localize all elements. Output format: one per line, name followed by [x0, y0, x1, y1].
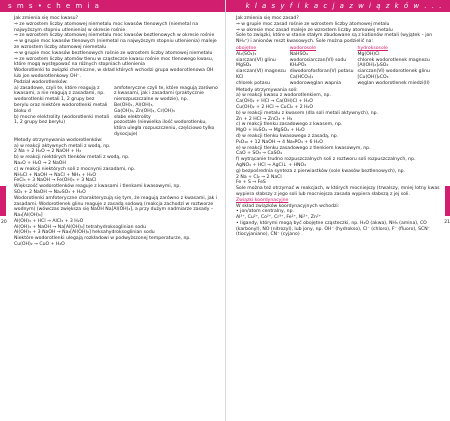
right-page [225, 0, 450, 421]
equation: Ca(OH)₂ + HCl → Ca(OH)Cl + H₂O [236, 99, 313, 105]
salts-definition: Sole to związki, które w stanie stałym zbudowane są z kationów metali (wyjątek – jon NH₄⁺) i anionów reszt kwasowych. Sole można podzielić na: [236, 33, 433, 45]
table-cell: Al₂(SO₄)₃ siarczan(VI) glinu [236, 51, 276, 63]
equation: AgNO₃ + HCl → AgCl↓ + HNO₃ [236, 162, 306, 168]
text-line: ⇒ w grupie moc kwasów beztlenowych rośnie ze wzrostem liczby atomowej niemetalu [14, 50, 213, 56]
right-header-band: k l a s y f i k a c j a z w i ą z k ó w . . . [226, 0, 450, 12]
text-line: d) w reakcji tlenku kwasowego z zasadą, np. [236, 133, 339, 139]
right-page-content [236, 16, 444, 238]
table-cell: KH₂PO₄ diwodorofosforan(V) potasu [289, 63, 354, 75]
classification-weak: słabe elektrolity [114, 114, 151, 120]
heading-acid-strength: Jak zmienia się moc kwasu? [14, 16, 78, 21]
text-line: Niektóre wodorotlenki ulegają rozkładowi w podwyższonej temperaturze, np. [14, 236, 191, 242]
table-cell: NaHSO₄ wodorosiarczan(VI) sodu [289, 51, 347, 63]
table-cell: MgSO₄ siarczan(VI) magnezu [236, 63, 286, 75]
text-line: W skład związków koordynacyjnych wchodzi: [236, 203, 340, 209]
text-line: f) wytrącanie trudno rozpuszczalnych soli z roztworu soli rozpuszczalnych, np. [236, 157, 416, 163]
text-line: a) w reakcji kwasu z wodorotlenkiem, np. [236, 93, 331, 99]
hydroxides-definition: Wodorotlenki to związki chemiczne, w skład których wchodzi grupa wodorotlenowa OH lub jon wodorotlenkowy OH⁻. [14, 68, 214, 79]
classification-other: pozostałe (niewielka ilość wodorotlenku, która uległa rozpuszczeniu, częściowo tylko dysocjuje) [114, 120, 215, 137]
classification-left-column [14, 86, 110, 138]
salts-table [236, 46, 434, 87]
text-line: a) w reakcji aktywnych metali z wodą, np. [14, 143, 111, 149]
equation: Al³⁺, Cu²⁺, Co²⁺, Cr³⁺, Fe²⁺, Ni²⁺, Zn²⁺ [236, 215, 322, 221]
header-neutral: obojętne [236, 45, 257, 51]
bullet-ligands: • ligandy, którymi mogą być obojętne cząsteczki, np. H₂O (akwa), NH₃ (amina), CO (karbonyl), NO (nitrozyl), lub jony, np. OH⁻ (hydrokso), Cl⁻ (chloro), F⁻ (fluoro), SCN⁻ (tiocyjaniano), CN⁻ (cyjano) [236, 220, 431, 238]
equation: CaO + SO₃ → CaSO₄ [236, 151, 282, 157]
table-cell: [Al(OH)₂]₂SO₄ siarczan(VI) wodorotlenek glinu [357, 63, 430, 75]
equation: 2 Na + 2 H₂O → 2 NaOH + H₂ [14, 149, 82, 155]
header-hydroxy-salts: hydroksosole [357, 45, 388, 51]
text-line: ⇒ w okresie moc zasad maleje ze wzrostem liczby atomowej metalu [236, 27, 393, 33]
classification-right-column [114, 86, 219, 138]
right-page-tab [445, 186, 450, 216]
text-line: b) w reakcji metalu z kwasem (dla soli metali aktywnych), np. [236, 110, 379, 116]
left-page-number: 20 [1, 220, 7, 225]
left-page-tab [0, 186, 6, 216]
text-line: ⇒ ze wzrostem liczby atomowej niemetalu moc kwasów tlenowych (niemetal na najwyższym stopniu utlenienia) w okresie rośnie [14, 21, 199, 33]
classification-strong: b) mocne elektrolity (wodorotlenki metali 1, 2 grupy bez berylu) [14, 114, 110, 126]
text-line: Metody otrzymywania wodorotlenków: [14, 137, 103, 143]
text-line: g) bezpośrednia synteza z pierwiastków (sole kwasów beztlenowych), np. [236, 168, 406, 174]
right-page-number: 21 [444, 220, 450, 225]
text-line: ⇒ ze wzrostem liczby atomowej niemetalu moc kwasów beztlenowych w okresie rośnie [14, 33, 215, 39]
formula-line: Be(OH)₂, Al(OH)₃, [114, 102, 154, 108]
amphoteric-paragraph: Wodorotlenki amfoteryczne charakteryzują się tym, że reagują zarówno z kwasami, jak i zasadami. Wodorotlenek glinu reaguje z zasadą sodową (reakcja zachodzi w roztworze wodnym) (wówczas zwiększa się NaOH Na[Al(OH)₄], a przy dużym nadmiarze zasady – Na₃[Al(OH)₆] [14, 195, 218, 219]
equation: 2 Na + Cl₂ → 2 NaCl [236, 174, 282, 180]
equation: Cu(OH)₂ + 2 HCl → CuCl₂ + 2 H₂O [236, 104, 313, 110]
text-line: Podział wodorotlenków: [14, 79, 68, 85]
equation: Al(OH)₃ + NaOH → Na[Al(OH)₄] tetrahydroksoglinian sodu [14, 224, 147, 230]
formula-line: Ga(OH)₃, Zn(OH)₂, Cr(OH)₃ [114, 108, 175, 114]
text-line: ⇒ ze wzrostem liczby atomów tlenu w cząsteczce kwasu rośnie moc tlenowego kwasu, które mogą występować na różnych stopniach utlenienia [14, 56, 214, 68]
equation: Al(OH)₃ + HCl → AlCl₃ + 3 H₂O [14, 218, 84, 224]
coordination-compounds-heading: Związki koordynacyjne [236, 197, 289, 203]
equation: Na₂O + H₂O → 2 NaOH [14, 160, 66, 166]
equation: MgO + H₂SO₄ → MgSO₄ + H₂O [236, 128, 305, 134]
header-hydrogen-salts: wodorosole [289, 45, 316, 51]
equation: Fe + S → FeS [236, 180, 266, 186]
text-line: ⇒ w grupie moc kwasów tlenowych (niemetal na najwyższym stopniu utlenienia) maleje ze wzrostem liczby atomowej niemetalu [14, 39, 217, 50]
table-cell: KCl chlorek potasu [236, 74, 270, 86]
equation: Zn + 2 HCl → ZnCl₂ + H₂ [236, 116, 293, 122]
left-header-band: s m s • c h e m i a [0, 0, 225, 12]
text-line: c) w reakcji tlenku zasadowego z kwasem, np. [236, 122, 343, 128]
classification-amphoteric: amfoteryczne czyli te, które reagują zarówno z kwasami, jak i zasadami (praktycznie nierozpuszczalne w wodzie), np. [114, 85, 218, 103]
text-line: Większość wodorotlenków reaguje z kwasami i tlenkami kwasowymi, np. [14, 184, 181, 190]
equation: SO₂ + 2 NaOH → Na₂SO₃ + H₂O [14, 189, 86, 195]
table-cell: Ca(HCO₃)₂ wodorowęglan wapnia [289, 74, 342, 86]
text-line: e) w reakcji tlenku zasadowego z tlenkiem kwasowym, np. [236, 145, 371, 151]
equation: Al(OH)₃ + 3 NaOH → Na₃[Al(OH)₆] heksahydroksoglinian sodu [14, 230, 155, 236]
equation: P₄O₁₀ + 12 NaOH → 4 Na₃PO₄ + 6 H₂O [236, 139, 323, 145]
hydroxide-classification [14, 86, 219, 138]
text-line: c) w reakcji niektórych soli z mocnymi zasadami, np. [14, 166, 136, 172]
table-cell: [Cu(OH)]₂CO₃ węglan wodorotlenek miedzi(II) [357, 74, 430, 86]
text-line: b) w reakcji niektórych tlenków metali z wodą, np. [14, 155, 130, 161]
equation: NH₄Cl + NaOH → NaCl + NH₃ + H₂O [14, 172, 96, 178]
equation: Cu(OH)₂ → CuO + H₂O [14, 242, 65, 248]
equation: FeCl₃ + 3 NaOH → Fe(OH)₃ + 3 NaCl [14, 178, 97, 184]
table-row [236, 52, 434, 64]
text-line: Sole można też otrzymać w reakcjach, w których mocniejszy (trwalszy, mniej lotny kwas wypiera słabszy z jego soli lub mocniejsza zasada wypiera słabszą z jej soli. [236, 186, 440, 197]
bullet-central-ion: • jon/atom centralny, np. [236, 209, 294, 215]
classification-basic: a) zasadowe, czyli te, które reagują z kwasami, a nie reagują z zasadami, np. wodorotlenki metali 1, 2 grupy bez berylu oraz niektóre wodorotlenki metali bloku d [14, 85, 108, 114]
text-line: Metody otrzymywania soli: [236, 87, 298, 93]
table-row [236, 75, 434, 87]
table-row [236, 63, 434, 75]
heading-base-strength: Jak zmienia się moc zasad? [236, 16, 299, 21]
table-cell: Mg(OH)Cl chlorek wodorotlenek magnezu [357, 51, 430, 63]
text-line: ⇒ w grupie moc zasad rośnie ze wzrostem liczby atomowej metalu [236, 21, 390, 27]
left-page-content [14, 16, 219, 248]
